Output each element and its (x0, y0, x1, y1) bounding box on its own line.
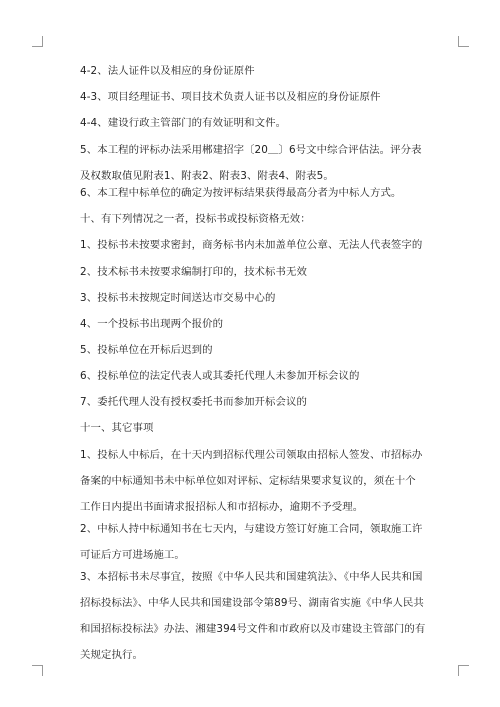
paragraph-4-3: 4-3、项目经理证书、项目技术负责人证书以及相应的身份证原件 (80, 91, 381, 104)
paragraph-5-evaluation-method: 5、本工程的评标办法采用郴建招字〔20＿〕6号文中综合评估法。评分表及权数取值见附表1、附表2、附表3、附表4、附表5。 (80, 144, 422, 183)
crop-mark-top-left (32, 36, 43, 47)
list-item-10-3: 3、投标书未按规定时间送达市交易中心的 (80, 291, 276, 304)
list-item-10-1: 1、投标书未按要求密封，商务标书内未加盖单位公章、无法人代表签字的 (80, 239, 423, 252)
crop-mark-bottom-right (458, 665, 469, 676)
paragraph-4-4: 4-4、建设行政主管部门的有效证明和文件。 (80, 117, 287, 130)
list-item-11-3: 3、本招标书未尽事宜，按照《中华人民共和国建筑法》、《中华人民共和国招标投标法》、中华人民共和国建设部令第89号、湖南省实施《中华人民共和国招标投标法》办法、湘建394号文件和市政府以及市建设主管部门的有关规定执行。 (80, 571, 426, 662)
section-heading-10: 十、有下列情况之一者，投标书或投标资格无效： (80, 213, 311, 226)
list-item-10-4: 4、一个投标书出现两个报价的 (80, 317, 224, 330)
list-item-10-6: 6、投标单位的法定代表人或其委托代理人未参加开标会议的 (80, 369, 360, 382)
list-item-11-2: 2、中标人持中标通知书在七天内，与建设方签订好施工合同，领取施工许可证后方可进场施工。 (80, 523, 423, 562)
section-heading-11: 十一、其它事项 (80, 422, 154, 435)
crop-mark-top-right (458, 36, 469, 47)
paragraph-6-winner-determination: 6、本工程中标单位的确定为按评标结果获得最高分者为中标人方式。 (80, 187, 402, 200)
list-item-10-7: 7、委托代理人没有授权委托书而参加开标会议的 (80, 396, 308, 409)
paragraph-4-2: 4-2、法人证件以及相应的身份证原件 (80, 65, 255, 77)
list-item-10-5: 5、投标单位在开标后迟到的 (80, 343, 213, 356)
document-body (80, 63, 426, 668)
crop-mark-bottom-left (32, 665, 43, 676)
list-item-10-2: 2、技术标书未按要求编制打印的，技术标书无效 (80, 265, 308, 278)
list-item-11-1: 1、投标人中标后，在十天内到招标代理公司领取由招标人签发、市招标办备案的中标通知书未中标单位如对评标、定标结果要求复议的，须在十个工作日内提出书面请求报招标人和市招标办，逾期不予受理。 (80, 449, 423, 514)
